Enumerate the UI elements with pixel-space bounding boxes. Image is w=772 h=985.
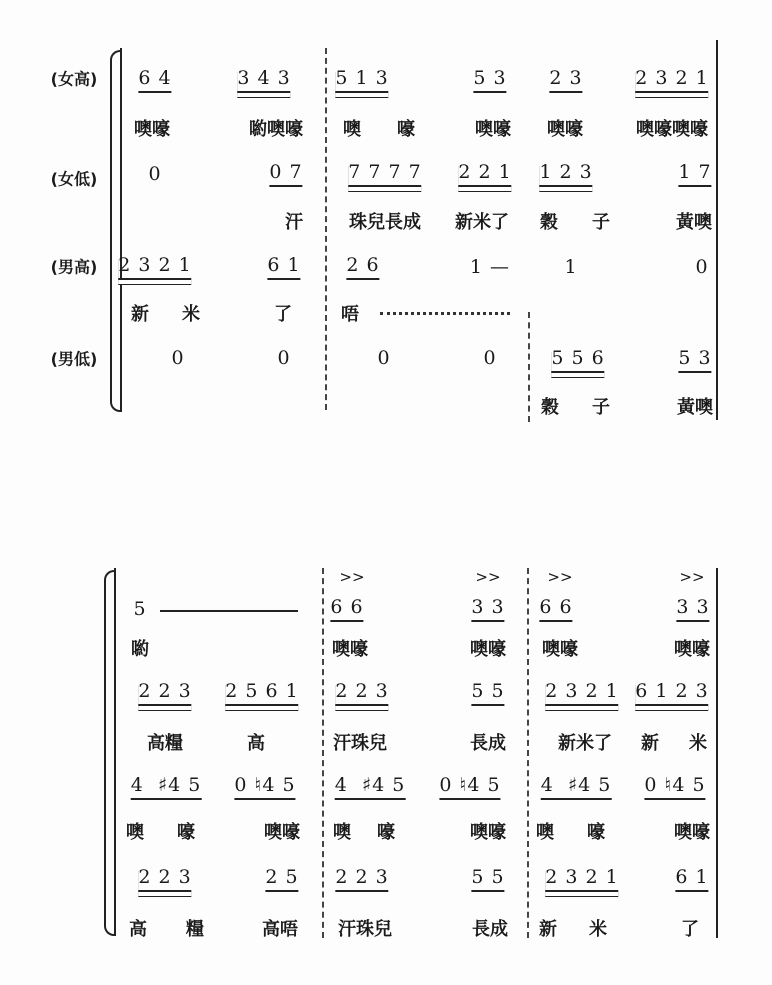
note-group: 0 7 xyxy=(269,161,302,187)
lyric: 噢嚎 xyxy=(264,822,300,843)
note-group: 0 ♮4 5 xyxy=(439,774,500,800)
lyric: 噢嚎 xyxy=(547,119,583,140)
note-group: 6 1 xyxy=(675,866,708,892)
note-group: 0 ♮4 5 xyxy=(234,774,295,800)
lyric: 汗珠兒 xyxy=(338,919,392,940)
note-group: 2 2 1 xyxy=(458,161,511,187)
lyric: 喲 xyxy=(131,639,149,660)
barline xyxy=(716,40,718,420)
note-group: 3 3 xyxy=(676,596,709,622)
lyric: 新米了 xyxy=(558,733,612,754)
part-label-tenor: (男高) xyxy=(50,257,98,277)
note-group: 2 5 6 1 xyxy=(225,680,298,706)
barline xyxy=(120,48,122,410)
note-group: 0 xyxy=(377,347,391,369)
lyric: 噢 xyxy=(333,822,351,843)
note-group: 0 xyxy=(171,347,185,369)
part-label-bass: (男低) xyxy=(50,349,98,369)
lyric: 黃噢 xyxy=(677,397,713,418)
note-group: 2 2 3 xyxy=(335,680,388,706)
lyric: 噢嚎 xyxy=(332,639,368,660)
accent-mark: >> xyxy=(547,568,573,586)
barline xyxy=(322,568,324,938)
lyric: 噢嚎 xyxy=(134,119,170,140)
note-group: 2 3 2 1 xyxy=(118,254,191,280)
hold-line xyxy=(160,610,298,612)
lyric: 噢 xyxy=(343,119,361,140)
note-group: 2 3 2 1 xyxy=(635,67,708,93)
note-group: 2 3 2 1 xyxy=(545,680,618,706)
note-group: 5 5 xyxy=(471,866,504,892)
lyric: 嚎 xyxy=(377,822,395,843)
note-group: 4 ♯4 5 xyxy=(131,774,202,800)
note-group: 6 4 xyxy=(138,67,171,93)
note-group: 2 2 3 xyxy=(138,680,191,706)
barline xyxy=(528,312,530,422)
lyric: 高 xyxy=(247,733,265,754)
lyric: 嚎 xyxy=(587,822,605,843)
lyric: 汗珠兒 xyxy=(333,733,387,754)
lyric: 唔 xyxy=(341,304,359,325)
lyric: 高 xyxy=(129,919,147,940)
extension-dots xyxy=(380,312,510,315)
lyric: 長成 xyxy=(472,919,508,940)
note-group: 6 6 xyxy=(330,596,363,622)
note-group: 5 5 xyxy=(471,680,504,706)
lyric: 穀 xyxy=(541,397,559,418)
note-group: 7 7 7 7 xyxy=(348,161,421,187)
part-label-soprano: (女高) xyxy=(50,69,98,89)
lyric: 穀 xyxy=(540,212,558,233)
note-group: 4 ♯4 5 xyxy=(541,774,612,800)
barline xyxy=(114,568,116,934)
lyric: 高糧 xyxy=(147,733,183,754)
note-group: 2 3 2 1 xyxy=(545,866,618,892)
accent-mark: >> xyxy=(339,568,365,586)
note-group: 1 2 3 xyxy=(539,161,592,187)
note-group: 2 6 xyxy=(346,254,379,280)
lyric: 噢嚎 xyxy=(542,639,578,660)
note-group: 5 1 3 xyxy=(335,67,388,93)
lyric: 噢嚎噢嚎 xyxy=(636,119,708,140)
note-group: 0 ♮4 5 xyxy=(644,774,705,800)
lyric: 米 xyxy=(182,304,200,325)
lyric: 了 xyxy=(681,919,699,940)
note-group: 2 2 3 xyxy=(335,866,388,892)
lyric: 新 xyxy=(641,733,659,754)
accent-mark: >> xyxy=(679,568,705,586)
lyric: 噢嚎 xyxy=(674,822,710,843)
barline xyxy=(527,568,529,938)
lyric: 珠兒長成 xyxy=(349,212,421,233)
note-group: 0 xyxy=(148,163,162,185)
lyric: 噢 xyxy=(536,822,554,843)
note-group: 5 3 xyxy=(678,347,711,373)
accent-mark: >> xyxy=(475,568,501,586)
note-group: 4 ♯4 5 xyxy=(335,774,406,800)
note-group: 1 xyxy=(564,256,578,278)
note-group: 6 6 xyxy=(539,596,572,622)
lyric: 長成 xyxy=(470,733,506,754)
note-group: 3 4 3 xyxy=(237,67,290,93)
barline xyxy=(325,48,327,410)
note-group: 2 2 3 xyxy=(138,866,191,892)
note-group: 5 xyxy=(133,598,147,620)
lyric: 嚎 xyxy=(397,119,415,140)
barline xyxy=(716,568,718,938)
part-label-alto: (女低) xyxy=(50,169,98,189)
lyric: 子 xyxy=(592,212,610,233)
lyric: 汗 xyxy=(285,212,303,233)
lyric: 黃噢 xyxy=(676,212,712,233)
note-group: 1 — xyxy=(469,256,511,278)
lyric: 米 xyxy=(689,733,707,754)
lyric: 噢嚎 xyxy=(470,822,506,843)
lyric: 子 xyxy=(592,397,610,418)
note-group: 5 3 xyxy=(473,67,506,93)
note-group: 0 xyxy=(695,256,709,278)
lyric: 糧 xyxy=(186,919,204,940)
lyric: 噢嚎 xyxy=(470,639,506,660)
note-group: 1 7 xyxy=(678,161,711,187)
lyric: 新 xyxy=(539,919,557,940)
lyric: 噢嚎 xyxy=(475,119,511,140)
lyric: 噢 xyxy=(126,822,144,843)
note-group: 3 3 xyxy=(471,596,504,622)
lyric: 高唔 xyxy=(262,919,298,940)
lyric: 嚎 xyxy=(177,822,195,843)
lyric: 新米了 xyxy=(455,212,509,233)
lyric: 米 xyxy=(589,919,607,940)
lyric: 了 xyxy=(274,304,292,325)
note-group: 0 xyxy=(483,347,497,369)
note-group: 0 xyxy=(277,347,291,369)
lyric: 噢嚎 xyxy=(674,639,710,660)
note-group: 5 5 6 xyxy=(551,347,604,373)
note-group: 6 1 2 3 xyxy=(635,680,708,706)
note-group: 2 3 xyxy=(549,67,582,93)
lyric: 新 xyxy=(131,304,149,325)
note-group: 6 1 xyxy=(267,254,300,280)
lyric: 喲噢嚎 xyxy=(249,119,303,140)
note-group: 2 5 xyxy=(265,866,298,892)
